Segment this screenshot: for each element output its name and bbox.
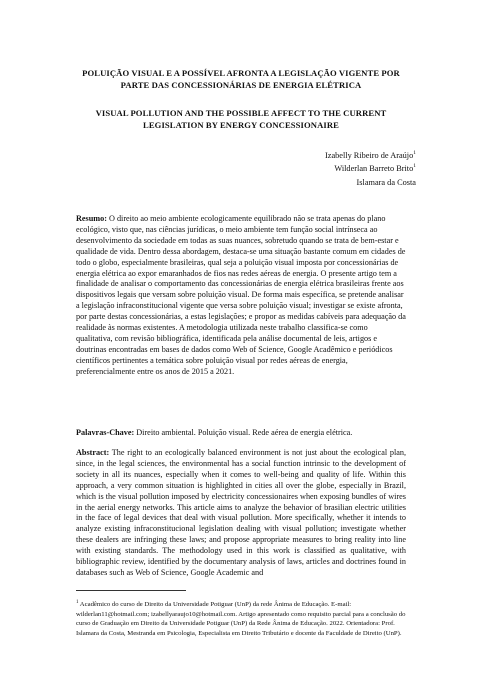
palavras-chave-text: Direito ambiental. Poluição visual. Rede aérea de energia elétrica. bbox=[134, 428, 353, 437]
resumo-text: O direito ao meio ambiente ecologicamente equilibrado não se trata apenas do plano ecológico, visto que, nas ciências jurídicas, o meio ambiente tem função social intrínseca ao desenvolvimento da sociedade em todas as suas nuances, sobretudo quando se trata de bem-estar e qualidade de vida. Dentro dessa abordagem, destaca-se uma situação bastante comum em cidades de todo o globo, especialmente brasileiras, qual seja a poluição visual imposta por concessionárias de energia elétrica ao expor emaranhados de fios nas redes aéreas de energia. O presente artigo tem a finalidade de analisar o comportamento das concessionárias de energia elétrica brasileiras frente aos dispositivos legais que versam sobre poluição visual. De forma mais específica, se pretende analisar a legislação infraconstitucional vigente que versa sobre poluição visual; investigar se existe afronta, por parte destas concessionárias, a estas legislações; e propor as medidas cabíveis para adequação da realidade às normas existentes. A metodologia utilizada neste trabalho classifica-se como qualitativa, com revisão bibliográfica, identificada pela análise documental de leis, artigos e doutrinas encontradas em bases de dados como Web of Science, Google Acadêmico e periódicos científicos pertinentes a temática sobre poluição visual por redes aéreas de energia, preferencialmente entre os anos de 2015 a 2021. bbox=[76, 214, 406, 376]
title-english-line-1: VISUAL POLLUTION AND THE POSSIBLE AFFECT TO THE CURRENT bbox=[95, 108, 387, 118]
author-footnote-mark: 1 bbox=[413, 163, 416, 170]
abstract-text: The right to an ecologically balanced environment is not just about the ecological plan, since, in the legal sciences, the environmental has a social function intrinsic to the development of society in all its nuances, especially when it comes to well-being and quality of life. Within this approach, a very common situation is highlighted in cities all over the globe, especially in Brazil, which is the visual pollution imposed by electricity concessionaires when exposing bundles of wires in the aerial energy networks. This article aims to analyze the behavior of brasilian electric utilities in the face of legal devices that deal with visual pollution. More specifically, whether it intends to analyze existing infraconstitucional legislation dealing with visual pollution; investigate whether these dealers are infringing these laws; and propose appropriate measures to bring reality into line with existing standards. The methodology used in this work is classified as qualitative, with bibliographic review, identified by the documentary analysis of laws, articles and doctrines found in databases such as Web of Science, Google Academic and bbox=[76, 448, 406, 577]
author-footnote-mark: 1 bbox=[413, 150, 416, 156]
footnote-divider bbox=[76, 590, 186, 591]
title-portuguese-line-1: POLUIÇÃO VISUAL E A POSSÍVEL AFRONTA A LEGISLAÇÃO VIGENTE POR bbox=[82, 68, 400, 78]
author-name: Wilderlan Barreto Brito bbox=[334, 164, 414, 174]
title-english-line-2: LEGISLATION BY ENERGY CONCESSIONAIRE bbox=[143, 119, 339, 130]
author-3 bbox=[325, 175, 416, 188]
title-portuguese-line-2: PARTE DAS CONCESSIONÁRIAS DE ENERGIA ELÉTRICA bbox=[120, 79, 362, 90]
title-portuguese bbox=[60, 68, 422, 91]
footnote-mark: 1 bbox=[76, 600, 79, 605]
title-english bbox=[60, 108, 422, 131]
resumo-label: Resumo: bbox=[76, 214, 107, 223]
footnote-text: Acadêmico do curso de Direito da Universidade Potiguar (UnP) da rede Ânima de Educação. E-mail: wilderlan11@hotmail.com; izabellyaraujo10@hotmail.com. Artigo apresentado como requisito parcial para a conclusão do curso de Graduação em Direito da Universidade Potiguar (UnP) da Rede Ânima de Educação. 2022. Orientadora: Prof. Islamara da Costa, Mestranda em Psicologia, Especialista em Direito Tributário e docente da Faculdade de Direito (UnP). bbox=[76, 601, 406, 638]
palavras-chave-label: Palavras-Chave: bbox=[76, 428, 135, 437]
author-name: Izabelly Ribeiro de Araújo bbox=[325, 150, 414, 160]
author-2 bbox=[325, 161, 416, 174]
author-name: Islamara da Costa bbox=[356, 177, 416, 187]
footnote bbox=[76, 598, 406, 639]
resumo-paragraph bbox=[76, 214, 406, 378]
abstract-paragraph bbox=[76, 448, 406, 579]
author-1 bbox=[325, 148, 416, 161]
abstract-label: Abstract: bbox=[76, 448, 110, 457]
author-list bbox=[325, 148, 416, 188]
palavras-chave-paragraph bbox=[76, 428, 406, 439]
